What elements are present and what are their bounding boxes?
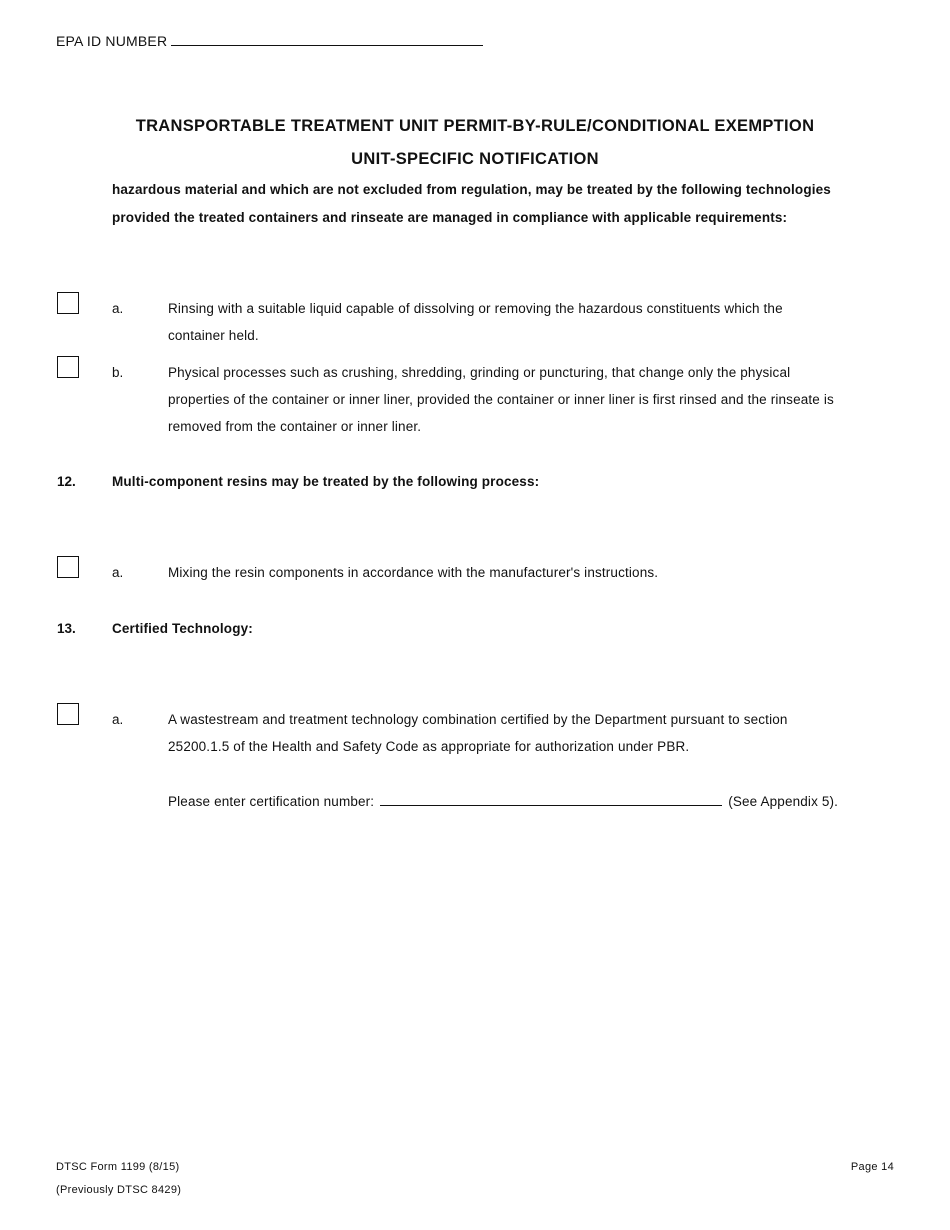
- footer-form-number: DTSC Form 1199 (8/15): [56, 1161, 180, 1173]
- item-line: 25200.1.5 of the Health and Safety Code as appropriate for authorization under PBR.: [168, 739, 690, 754]
- section-number-12: 12.: [57, 474, 76, 489]
- item-letter: b.: [112, 365, 124, 380]
- item-text-physical: [168, 359, 908, 440]
- checkbox-physical-processes[interactable]: [57, 356, 79, 378]
- item-text-rinsing: [168, 295, 908, 349]
- intro-line: hazardous material and which are not excluded from regulation, may be treated by the following technologies: [112, 182, 831, 197]
- certification-number-label: Please enter certification number:: [168, 794, 375, 809]
- item-line: Rinsing with a suitable liquid capable of dissolving or removing the hazardous constituents which the: [168, 301, 783, 316]
- item-text-certified: [168, 706, 908, 760]
- certification-number-field: [168, 788, 908, 815]
- epa-id-field: [56, 33, 483, 49]
- item-line: Physical processes such as crushing, shredding, grinding or puncturing, that change only the physical: [168, 365, 791, 380]
- intro-line: provided the treated containers and rinseate are managed in compliance with applicable requirements:: [112, 210, 788, 225]
- checkbox-resin-mixing[interactable]: [57, 556, 79, 578]
- item-letter: a.: [112, 712, 124, 727]
- epa-id-input-line[interactable]: [171, 33, 483, 46]
- checkbox-certified-technology[interactable]: [57, 703, 79, 725]
- section-number-13: 13.: [57, 621, 76, 636]
- section-heading-13: Certified Technology:: [112, 621, 253, 636]
- certification-number-input-line[interactable]: [380, 793, 722, 806]
- page-subtitle: UNIT-SPECIFIC NOTIFICATION: [351, 150, 599, 168]
- intro-paragraph: [112, 176, 872, 232]
- epa-id-label: EPA ID NUMBER: [56, 33, 168, 49]
- section-heading-12: Multi-component resins may be treated by the following process:: [112, 474, 540, 489]
- footer-previous-form: (Previously DTSC 8429): [56, 1184, 182, 1196]
- item-line: removed from the container or inner liner.: [168, 419, 422, 434]
- footer-page-number: Page 14: [850, 1161, 894, 1173]
- checkbox-rinsing[interactable]: [57, 292, 79, 314]
- item-letter: a.: [112, 301, 124, 316]
- item-text-resin: Mixing the resin components in accordance with the manufacturer's instructions.: [168, 565, 659, 580]
- item-line: A wastestream and treatment technology combination certified by the Department pursuant to section: [168, 712, 788, 727]
- item-line: properties of the container or inner liner, provided the container or inner liner is first rinsed and the rinseate is: [168, 392, 834, 407]
- item-line: container held.: [168, 328, 259, 343]
- certification-appendix-note: (See Appendix 5).: [728, 794, 839, 809]
- item-letter: a.: [112, 565, 124, 580]
- page-title: TRANSPORTABLE TREATMENT UNIT PERMIT-BY-RULE/CONDITIONAL EXEMPTION: [135, 117, 815, 135]
